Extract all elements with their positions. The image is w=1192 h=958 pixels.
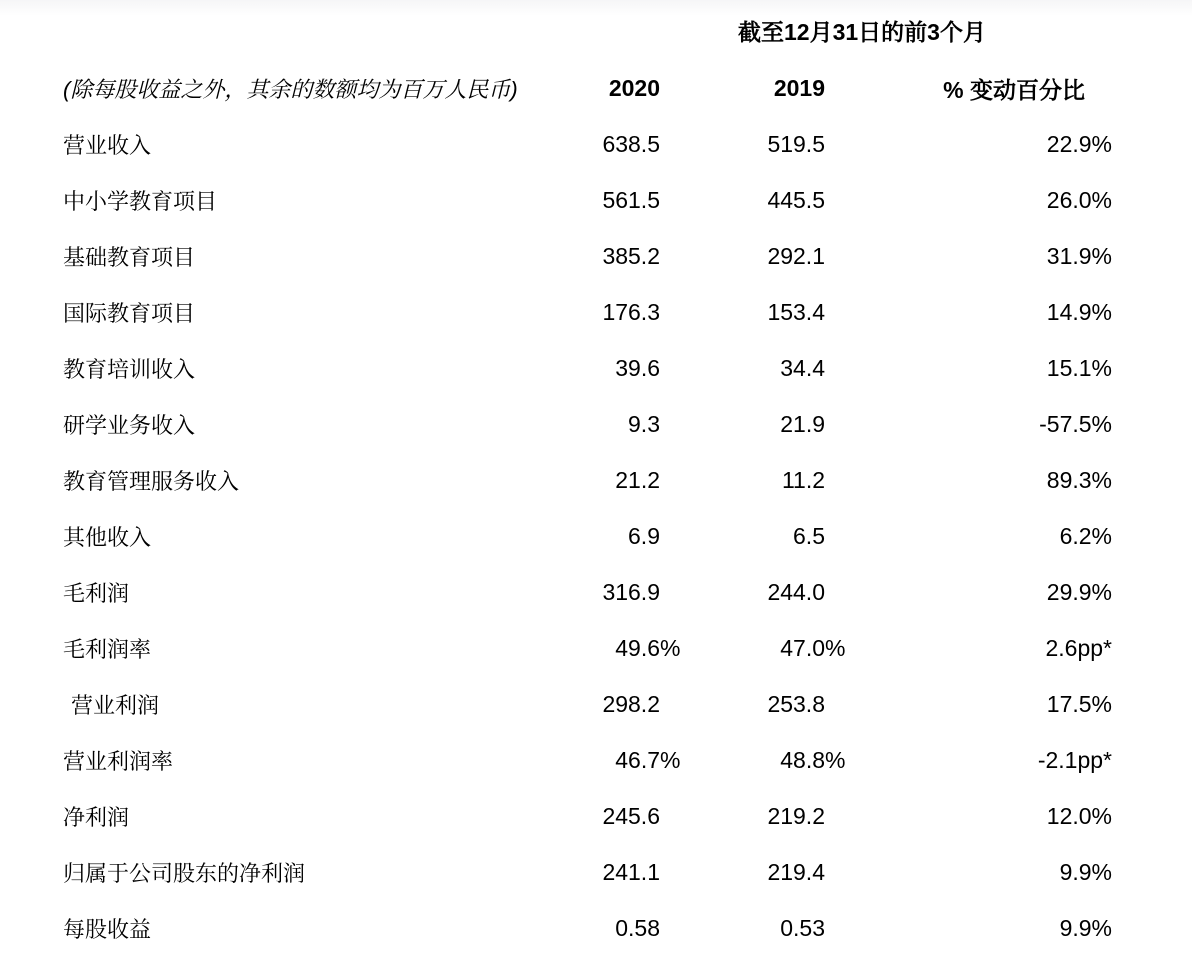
- value-2020: [540, 187, 660, 214]
- value-2020-number: 561.5: [602, 186, 660, 213]
- value-2019-number: 34.4: [780, 354, 825, 381]
- table-row: [0, 228, 1192, 284]
- value-2020: [540, 523, 660, 550]
- table-row: [0, 676, 1192, 732]
- value-2019-number: 292.1: [767, 242, 825, 269]
- value-change: 9.9%: [1059, 858, 1112, 885]
- value-change: 17.5%: [1046, 690, 1112, 717]
- value-2019: [660, 859, 825, 886]
- value-2019: [660, 634, 846, 662]
- row-label: 毛利润: [63, 580, 130, 606]
- value-2020: [540, 746, 681, 774]
- value-change: 26.0%: [1046, 186, 1112, 213]
- value-2020-number: 176.3: [602, 298, 660, 325]
- value-change: 12.0%: [1046, 802, 1112, 829]
- value-2019: [660, 467, 825, 494]
- value-2020-number: 385.2: [602, 242, 660, 269]
- value-2020: [540, 243, 660, 270]
- row-label: 其他收入: [63, 524, 152, 550]
- value-change: 9.9%: [1059, 914, 1112, 941]
- value-2020: [540, 299, 660, 326]
- units-note: (除每股收益之外，其余的数额均为百万人民币): [63, 76, 518, 102]
- row-label: 净利润: [63, 804, 130, 830]
- table-row: [0, 788, 1192, 844]
- value-2019-number: 11.2: [781, 466, 825, 493]
- value-2019-number: 219.2: [767, 802, 825, 829]
- row-label: 教育培训收入: [63, 356, 196, 382]
- row-label: 毛利润率: [63, 636, 152, 662]
- value-2020-number: 298.2: [602, 690, 660, 717]
- value-2019: [660, 411, 825, 438]
- value-2019-number: 6.5: [793, 522, 825, 549]
- value-change: 2.6pp*: [1045, 634, 1112, 661]
- value-2020-suffix: %: [660, 634, 681, 661]
- value-change: 89.3%: [1046, 466, 1112, 493]
- value-change: -2.1pp*: [1037, 746, 1112, 773]
- value-2019: [660, 299, 825, 326]
- column-header-2019: 2019: [773, 74, 825, 101]
- value-2019-number: 445.5: [767, 186, 825, 213]
- value-2019: [660, 355, 825, 382]
- row-label: 中小学教育项目: [63, 188, 218, 214]
- value-2019: [660, 803, 825, 830]
- table-row: [0, 844, 1192, 900]
- value-2020-number: 241.1: [602, 858, 660, 885]
- value-2020-number: 638.5: [602, 130, 660, 157]
- value-change: -57.5%: [1039, 410, 1112, 437]
- row-label: 每股收益: [63, 916, 152, 942]
- value-change: 15.1%: [1046, 354, 1112, 381]
- table-row: [0, 564, 1192, 620]
- value-2020: [540, 131, 660, 158]
- value-2019-number: 21.9: [780, 410, 825, 437]
- value-2019: [660, 243, 825, 270]
- row-label: 营业利润率: [63, 748, 174, 774]
- row-label: 国际教育项目: [63, 300, 196, 326]
- value-2020-suffix: %: [660, 746, 681, 773]
- column-header-row: [0, 60, 1192, 116]
- row-label: 基础教育项目: [63, 244, 196, 270]
- table-row: [0, 900, 1192, 956]
- value-2019-number: 519.5: [767, 130, 825, 157]
- value-2020: [540, 803, 660, 830]
- table-row: [0, 116, 1192, 172]
- table-body: [0, 116, 1192, 956]
- value-2020-number: 49.6: [615, 634, 660, 661]
- value-2019: [660, 131, 825, 158]
- period-title: 截至12月31日的前3个月: [738, 18, 986, 45]
- table-row: [0, 340, 1192, 396]
- row-label: 研学业务收入: [63, 412, 196, 438]
- value-2020-number: 245.6: [602, 802, 660, 829]
- value-2019: [660, 915, 825, 942]
- column-header-change: % 变动百分比: [943, 76, 1085, 103]
- table-row: [0, 732, 1192, 788]
- value-2020: [540, 859, 660, 886]
- value-2019: [660, 691, 825, 718]
- value-2019-number: 253.8: [767, 690, 825, 717]
- value-2019-number: 47.0: [780, 634, 825, 661]
- column-header-2020: 2020: [608, 74, 660, 101]
- value-2020: [540, 634, 681, 662]
- value-change: 6.2%: [1059, 522, 1112, 549]
- table-row: [0, 452, 1192, 508]
- value-2019-number: 219.4: [767, 858, 825, 885]
- value-2020-number: 0.58: [615, 914, 660, 941]
- table-row: [0, 284, 1192, 340]
- value-2020: [540, 691, 660, 718]
- value-2019-suffix: %: [825, 746, 846, 773]
- row-label: 营业利润: [71, 692, 160, 718]
- value-2019: [660, 746, 846, 774]
- row-label: 教育管理服务收入: [63, 468, 240, 494]
- value-2019-number: 48.8: [780, 746, 825, 773]
- table-row: [0, 396, 1192, 452]
- value-2019: [660, 579, 825, 606]
- value-2020-number: 9.3: [628, 410, 660, 437]
- value-2020: [540, 915, 660, 942]
- value-2020: [540, 579, 660, 606]
- value-change: 22.9%: [1046, 130, 1112, 157]
- value-2020-number: 316.9: [602, 578, 660, 605]
- table-row: [0, 172, 1192, 228]
- value-change: 31.9%: [1046, 242, 1112, 269]
- value-2020-number: 21.2: [615, 466, 660, 493]
- value-2020-number: 46.7: [615, 746, 660, 773]
- value-change: 14.9%: [1046, 298, 1112, 325]
- value-2019: [660, 523, 825, 550]
- value-2020: [540, 355, 660, 382]
- value-2020: [540, 411, 660, 438]
- value-2020-number: 6.9: [628, 522, 660, 549]
- value-change: 29.9%: [1046, 578, 1112, 605]
- period-title-row: [0, 0, 1192, 60]
- value-2019: [660, 187, 825, 214]
- value-2020-number: 39.6: [615, 354, 660, 381]
- row-label: 归属于公司股东的净利润: [63, 860, 306, 886]
- table-row: [0, 508, 1192, 564]
- row-label: 营业收入: [63, 132, 152, 158]
- value-2019-number: 0.53: [780, 914, 825, 941]
- value-2020: [540, 467, 660, 494]
- table-row: [0, 620, 1192, 676]
- value-2019-number: 244.0: [767, 578, 825, 605]
- value-2019-number: 153.4: [767, 298, 825, 325]
- value-2019-suffix: %: [825, 634, 846, 661]
